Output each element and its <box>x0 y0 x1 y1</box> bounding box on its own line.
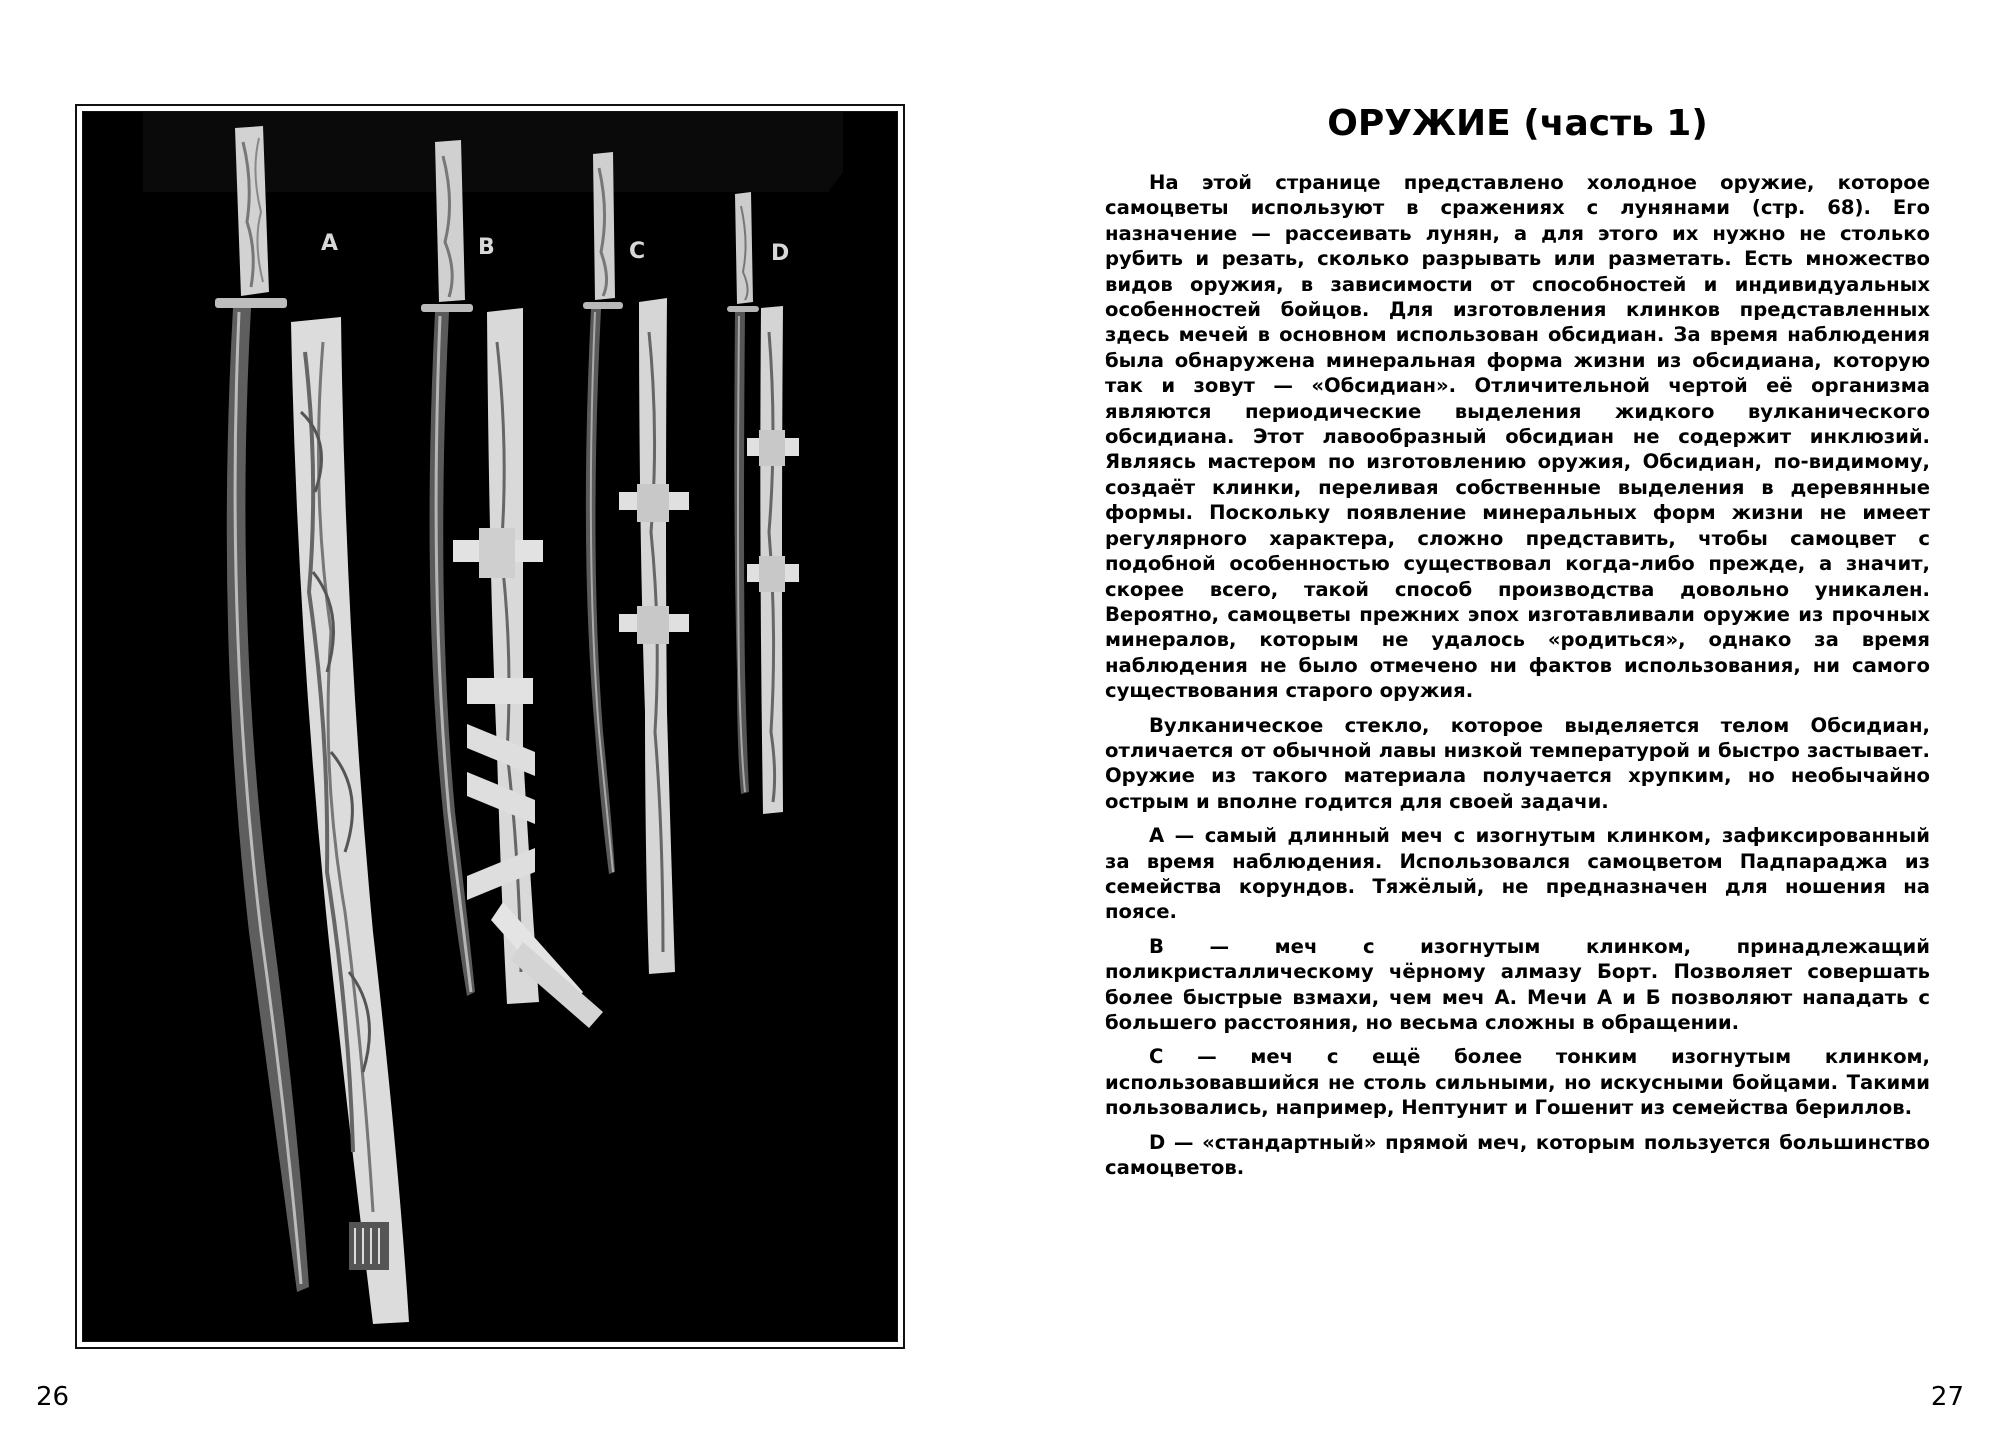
sword-b <box>421 140 603 1028</box>
page-number-left: 26 <box>36 1382 70 1412</box>
paragraph-sword-a: A — самый длинный меч с изогнутым клинком, зафиксированный за время наблюдения. Использовался самоцветом Падпараджа из семейства корундов. Тяжёлый, не предназначен для ношения на поясе. <box>1105 824 1930 924</box>
paragraph-sword-b: B — меч с изогнутым клинком, принадлежащий поликристаллическому чёрному алмазу Борт. Позволяет совершать более быстрые взмахи, чем меч А. Мечи А и Б позволяют нападать с большего расстояния, но весьма сложны в обращении. <box>1105 934 1930 1034</box>
paragraph-sword-d: D — «стандартный» прямой меч, которым пользуется большинство самоцветов. <box>1105 1130 1930 1180</box>
sword-label-c: C <box>629 239 646 264</box>
sword-label-d: D <box>771 241 790 266</box>
sword-label-b: B <box>478 235 495 260</box>
sword-a <box>215 126 409 1324</box>
paragraph-sword-c: C — меч с ещё более тонким изогнутым клинком, использовавшийся не столь сильными, но искусными бойцами. Такими пользовались, например, Нептунит и Гошенит из семейства бериллов. <box>1105 1045 1930 1120</box>
paragraph-volcanic-glass: Вулканическое стекло, которое выделяется телом Обсидиан, отличается от обычной лавы низкой температурой и быстро застывает. Оружие из такого материала получается хрупким, но необычайно острым и вполне годится для своей задачи. <box>1105 713 1930 813</box>
page-number-right: 27 <box>1930 1382 1964 1412</box>
swords-illustration <box>83 112 897 1341</box>
sword-label-a: A <box>321 231 339 256</box>
body-text <box>1105 170 1930 1189</box>
paragraph-intro: На этой странице представлено холодное оружие, которое самоцветы используют в сражениях с лунянами (стр. 68). Его назначение — рассеивать лунян, а для этого их нужно не столько рубить и резать, сколько разрывать или разметать. Есть множество видов оружия, в зависимости от способностей и индивидуальных особенностей бойцов. Для изготовления клинков представленных здесь мечей в основном использован обсидиан. За время наблюдения была обнаружена минеральная форма жизни из обсидиана, которую так и зовут — «Обсидиан». Отличительной чертой её организма являются периодические выделения жидкого вулканического обсидиана. Этот лавообразный обсидиан не содержит инклюзий. Являясь мастером по изготовлению оружия, Обсидиан, по-видимому, создаёт клинки, переливая собственные выделения в деревянные формы. Поскольку появление минеральных форм жизни не имеет регулярного характера, сложно представить, чтобы самоцвет с подобной особенностью существовал когда-либо прежде, а значит, скорее всего, такой способ производства довольно уникален. Вероятно, самоцветы прежних эпох изготавливали оружие из прочных минералов, которым не удалось «родиться», однако за время наблюдения не было отмечено ни фактов использования, ни самого существования старого оружия. <box>1105 171 1930 703</box>
swords-photo <box>82 111 898 1342</box>
page-title: ОРУЖИЕ (часть 1) <box>1327 103 1708 144</box>
sword-c <box>583 152 689 974</box>
sword-d <box>727 192 799 814</box>
photo-frame <box>75 104 905 1349</box>
